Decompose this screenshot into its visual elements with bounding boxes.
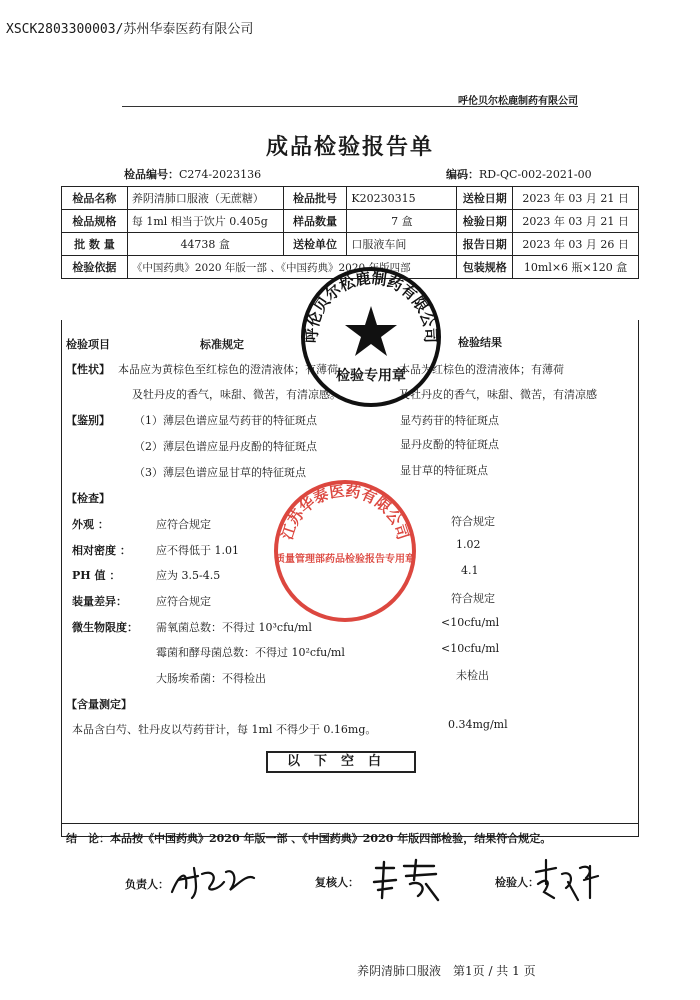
conclusion-label: 结 论： [66, 832, 110, 845]
pack-label: 包装规格 [457, 256, 513, 279]
document-code: XSCK2803300003/苏州华泰医药有限公司 [6, 22, 254, 37]
form-code-label: 编码： [446, 168, 479, 181]
pack: 10ml×6 瓶×120 盒 [513, 256, 639, 279]
product-name: 养阴清肺口服液（无蔗糖） [127, 187, 283, 210]
company-seal-text: 呼伦贝尔松鹿制药有限公司 [302, 269, 440, 344]
col-item: 检验项目 [66, 338, 110, 351]
micro-label: 微生物限度： [72, 621, 138, 634]
page-footer: 养阴清肺口服液 第1页 / 共 1 页 [357, 964, 536, 978]
aerobic-result: <10cfu/ml [441, 616, 500, 629]
spec-label: 检品规格 [62, 210, 128, 233]
report-number-value: C274-2023136 [179, 168, 262, 181]
ecoli-standard: 大肠埃希菌：不得检出 [156, 672, 266, 685]
submit-date: 2023 年 03 月 21 日 [513, 187, 639, 210]
assay-label: 【含量测定】 [66, 698, 132, 711]
submit-date-label: 送检日期 [457, 187, 513, 210]
fill-result: 符合规定 [451, 592, 495, 605]
basis: 《中国药典》2020 年版一部 、《中国药典》2020 年版四部 [127, 256, 456, 279]
assay-result: 0.34mg/ml [448, 718, 508, 731]
inspection-label: 【检查】 [66, 492, 110, 505]
character-standard-1: 本品应为黄棕色至红棕色的澄清液体；有薄荷 [118, 363, 338, 376]
end-mark: 以下空白 [266, 751, 416, 773]
assay-standard: 本品含白芍、牡丹皮以芍药苷计，每 1ml 不得少于 0.16mg。 [72, 723, 377, 736]
fill-label: 装量差异： [72, 595, 127, 608]
appearance-standard: 应符合规定 [156, 518, 211, 531]
dept-label: 送检单位 [283, 233, 347, 256]
test-date: 2023 年 03 月 21 日 [513, 210, 639, 233]
identification-label: 【鉴别】 [66, 414, 110, 427]
test-date-label: 检验日期 [457, 210, 513, 233]
reviewer-signature [370, 858, 444, 904]
character-result-2: 及牡丹皮的香气，味甜、微苦，有清凉感 [399, 388, 597, 401]
lot-qty-label: 批 数 量 [62, 233, 128, 256]
report-date-label: 报告日期 [457, 233, 513, 256]
reviewer-label: 复核人： [315, 876, 359, 889]
qa-seal [270, 476, 420, 626]
density-standard: 应不得低于 1.01 [156, 544, 239, 557]
identification-result: 显芍药苷的特征斑点 [400, 414, 499, 427]
sample-qty-label: 样品数量 [283, 210, 347, 233]
fill-standard: 应符合规定 [156, 595, 211, 608]
ecoli-result: 未检出 [456, 669, 489, 682]
svg-text:江苏华泰医药有限公司 [278, 482, 412, 543]
sample-qty: 7 盒 [347, 210, 457, 233]
table-row [62, 233, 639, 256]
product-name-label: 检品名称 [62, 187, 128, 210]
identification-standard: （1）薄层色谱应显芍药苷的特征斑点 [134, 414, 317, 427]
conclusion [66, 830, 551, 846]
report-number [124, 166, 261, 182]
form-code [446, 166, 592, 182]
conclusion-divider [61, 823, 639, 824]
identification-standard: （2）薄层色谱应显丹皮酚的特征斑点 [134, 440, 317, 453]
basis-label: 检验依据 [62, 256, 128, 279]
aerobic-standard: 需氧菌总数：不得过 10³cfu/ml [156, 621, 312, 634]
mold-result: <10cfu/ml [441, 642, 500, 655]
table-row [62, 187, 639, 210]
lot-qty: 44738 盒 [127, 233, 283, 256]
col-result: 检验结果 [458, 336, 502, 349]
ph-standard: 应为 3.5-4.5 [156, 569, 221, 582]
report-date: 2023 年 03 月 26 日 [513, 233, 639, 256]
page-title: 成品检验报告单 [265, 134, 434, 160]
mold-standard: 霉菌和酵母菌总数：不得过 10²cfu/ml [156, 646, 345, 659]
identification-result: 显丹皮酚的特征斑点 [400, 438, 499, 451]
spec: 每 1ml 相当于饮片 0.405g [127, 210, 283, 233]
table-row [62, 210, 639, 233]
qa-seal-ring-text: 江苏华泰医药有限公司 [278, 481, 412, 542]
inspector-label: 检验人： [495, 876, 539, 889]
identification-standard: （3）薄层色谱应显甘草的特征斑点 [134, 466, 306, 479]
report-number-label: 检品编号： [124, 168, 179, 181]
character-standard-2: 及牡丹皮的香气，味甜、微苦，有清凉感。 [132, 388, 341, 401]
responsible-label: 负责人： [125, 878, 169, 891]
character-result-1: 本品为红棕色的澄清液体；有薄荷 [399, 363, 564, 376]
conclusion-text: 本品按《中国药典》2020 年版一部 、《中国药典》2020 年版四部检验，结果符合规定。 [110, 832, 552, 845]
company-name: 呼伦贝尔松鹿制药有限公司 [458, 96, 578, 107]
inspector-signature [532, 858, 604, 904]
company-seal [296, 262, 446, 412]
density-label: 相对密度 ： [72, 544, 131, 557]
appearance-result: 符合规定 [451, 515, 495, 528]
density-result: 1.02 [456, 538, 481, 551]
company-seal-sub: 检验专用章 [336, 368, 406, 384]
character-label: 【性状】 [66, 363, 110, 376]
form-code-value: RD-QC-002-2021-00 [479, 168, 592, 181]
batch-number: K20230315 [347, 187, 457, 210]
batch-label: 检品批号 [283, 187, 347, 210]
col-standard: 标准规定 [200, 338, 244, 351]
appearance-label: 外观 ： [72, 518, 109, 531]
identification-result: 显甘草的特征斑点 [400, 464, 488, 477]
ph-label: PH 值 ： [72, 569, 121, 582]
qa-seal-center-text: 质量管理部药品检验报告专用章 [275, 554, 415, 565]
header-rule [122, 106, 578, 107]
dept: 口服液车间 [347, 233, 457, 256]
ph-result: 4.1 [461, 564, 479, 577]
responsible-signature [168, 862, 258, 902]
